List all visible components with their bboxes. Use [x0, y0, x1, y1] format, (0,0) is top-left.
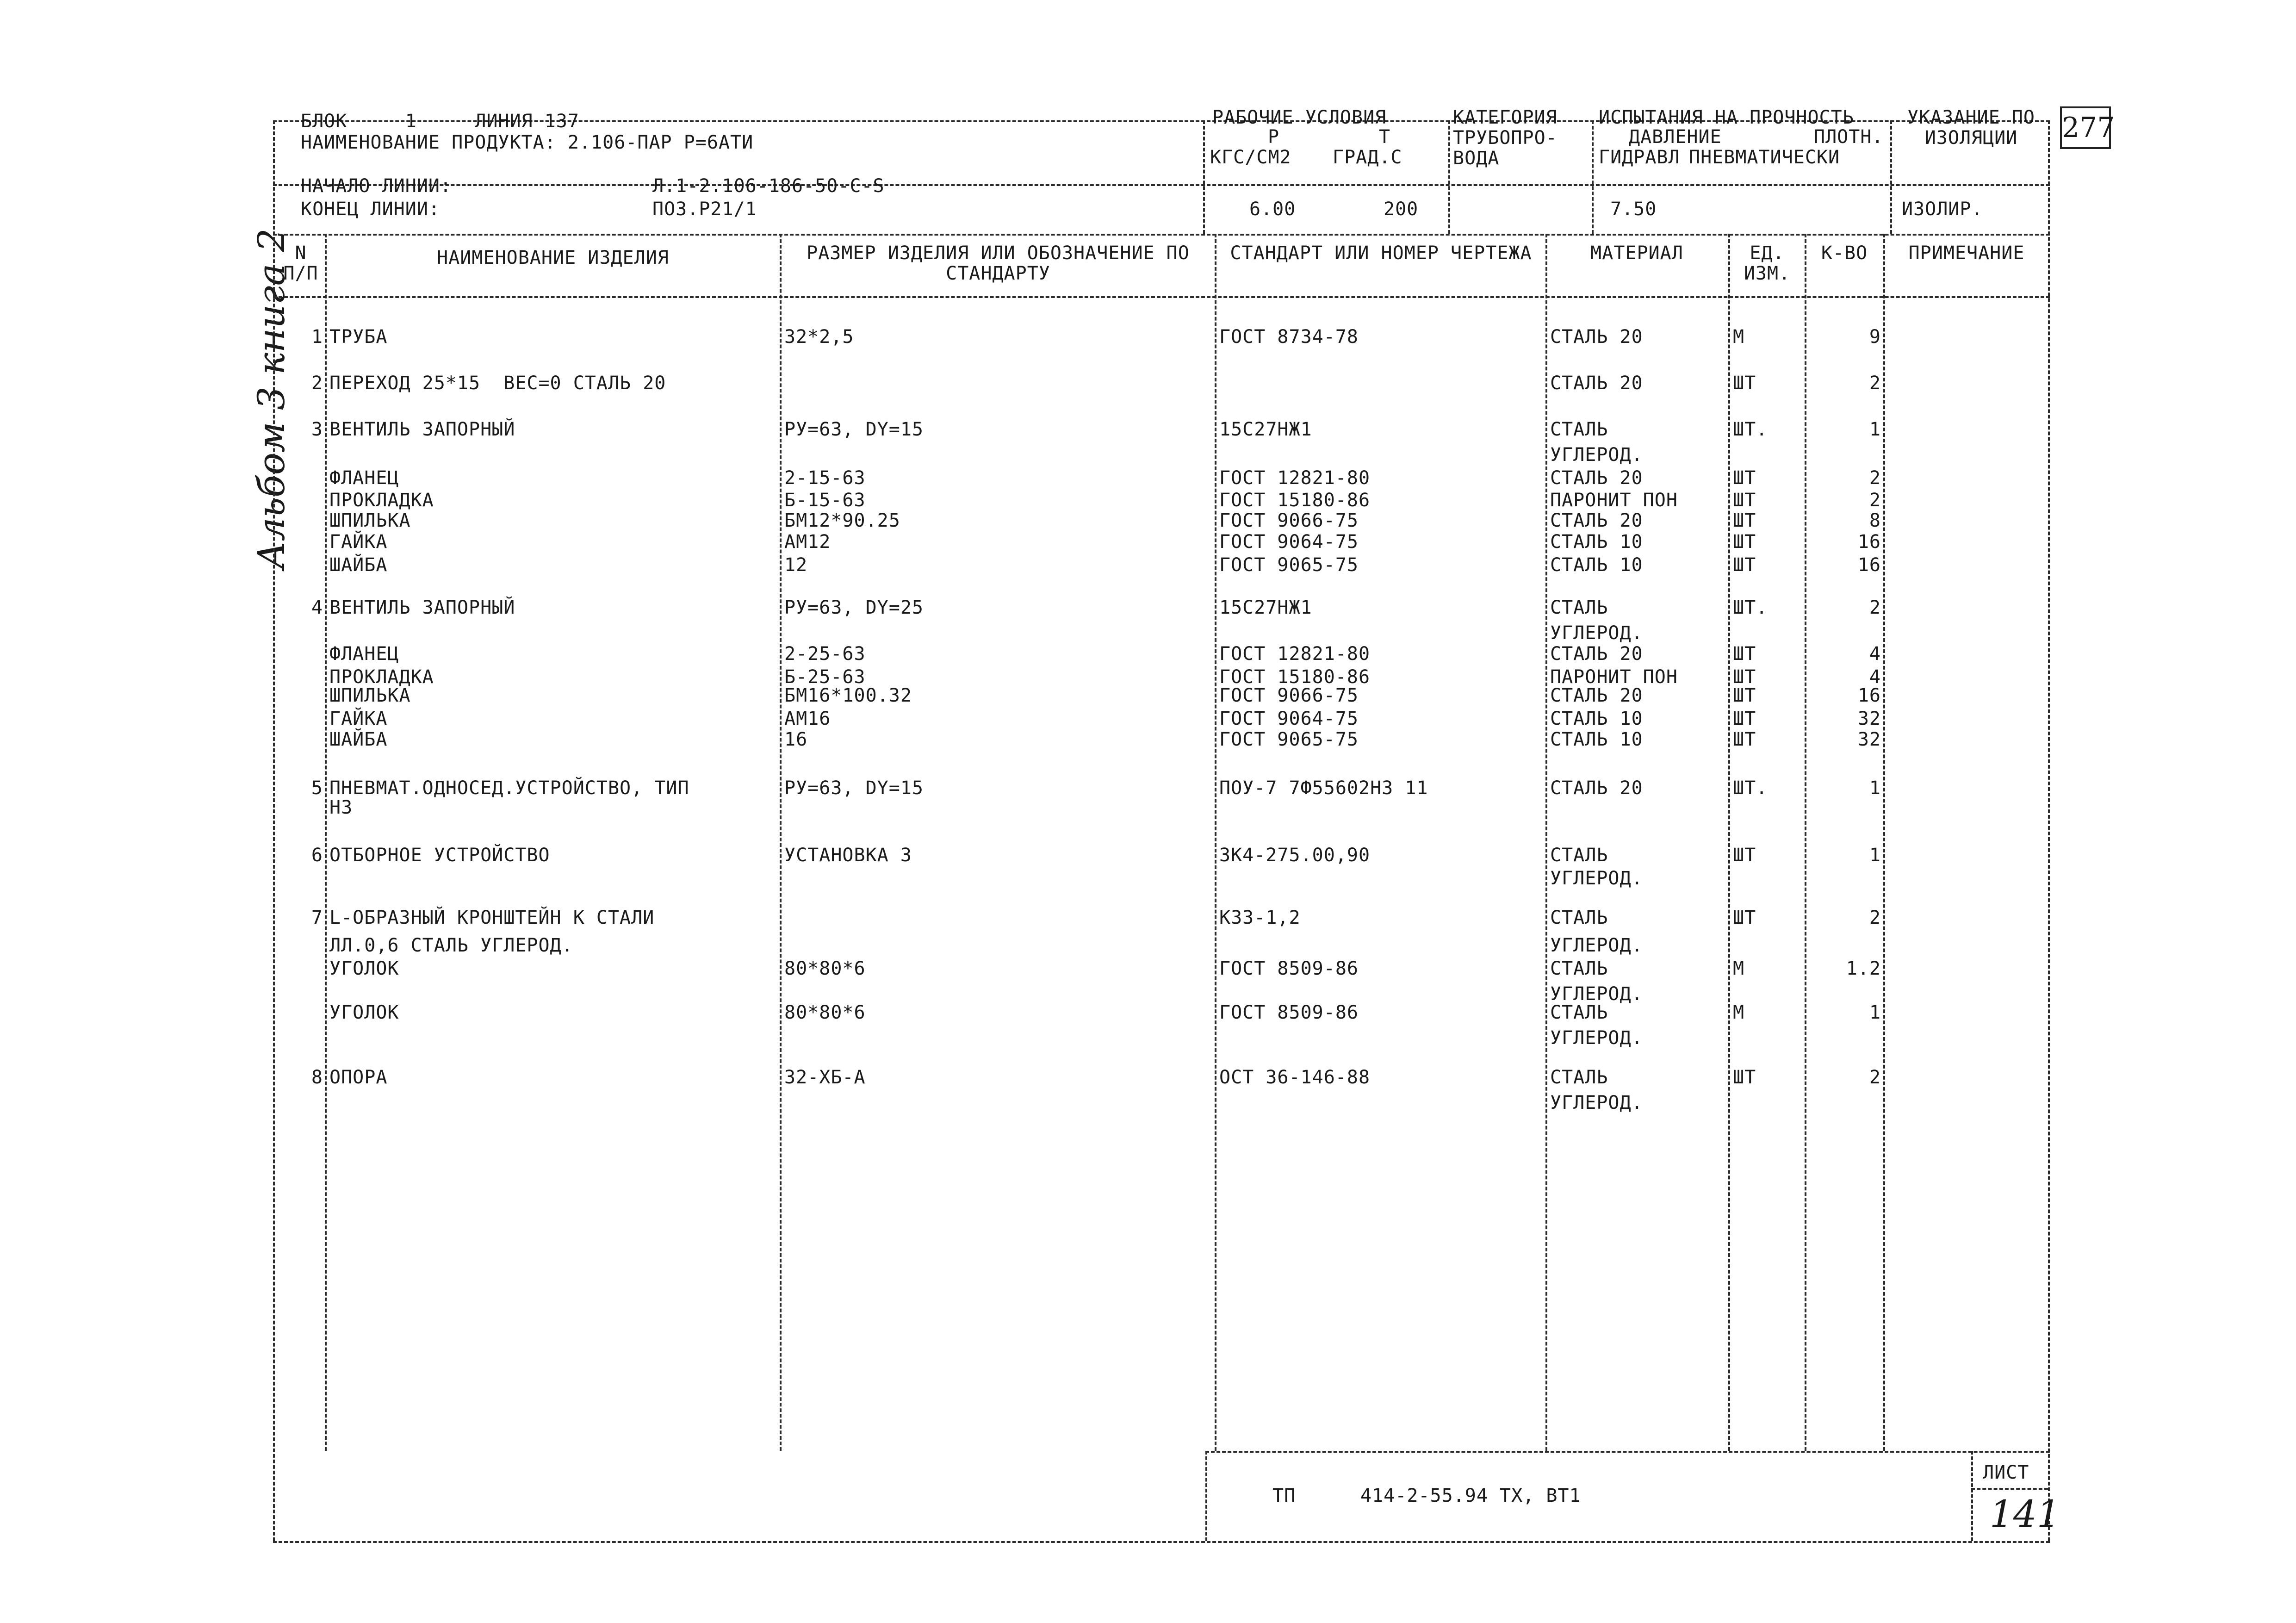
cell-unit: ШТ.	[1733, 597, 1768, 618]
cell-unit: ШТ	[1733, 666, 1756, 688]
cell-standard: ГОСТ 12821-80	[1219, 643, 1371, 665]
cell-material: СТАЛЬ 20	[1550, 777, 1643, 799]
col-divider-qty	[1883, 234, 1885, 1451]
cell-size: РУ=63, DY=25	[784, 597, 924, 618]
cell-qty: 1	[1869, 845, 1881, 866]
cell-material: СТАЛЬ 20	[1550, 467, 1643, 489]
test-pressure-label: ДАВЛЕНИЕ	[1629, 126, 1722, 148]
cell-size: БМ16*100.32	[784, 685, 912, 706]
block-line: БЛОК 1 ЛИНИЯ 137	[301, 111, 579, 132]
cell-size: РУ=63, DY=15	[784, 777, 924, 799]
cell-material: СТАЛЬ	[1550, 845, 1608, 866]
cell-unit: ШТ.	[1733, 777, 1768, 799]
cell-name: УГОЛОК	[329, 958, 399, 979]
cell-standard: ЗК4-275.00,90	[1219, 845, 1371, 866]
cell-material: УГЛЕРОД.	[1550, 444, 1643, 466]
col-header-standard: СТАНДАРТ ИЛИ НОМЕР ЧЕРТЕЖА	[1230, 243, 1532, 264]
cell-qty: 16	[1857, 531, 1881, 553]
frame-right-line	[2048, 120, 2050, 1541]
line-start-label: НАЧАЛО ЛИНИИ:	[301, 175, 452, 197]
cell-name: ФЛАНЕЦ	[329, 643, 399, 665]
pressure-symbol: Р	[1268, 126, 1280, 148]
header-insulation-divider	[1890, 120, 1892, 234]
stamp-top-line	[1205, 1451, 2050, 1453]
cell-material: УГЛЕРОД.	[1550, 983, 1643, 1005]
cell-name: ОТБОРНОЕ УСТРОЙСТВО	[329, 845, 550, 866]
cell-size: 32-ХБ-А	[784, 1067, 866, 1088]
cell-unit: М	[1733, 1002, 1745, 1023]
cell-material: СТАЛЬ	[1550, 958, 1608, 979]
cell-standard: 15С27НЖ1	[1219, 419, 1312, 440]
cell-size: РУ=63, DY=15	[784, 419, 924, 440]
cell-num: 1	[311, 326, 323, 348]
pressure-unit: КГС/СМ2	[1210, 147, 1291, 168]
cell-unit: ШТ	[1733, 490, 1756, 511]
col-header-unit: ЕД. ИЗМ.	[1744, 243, 1791, 284]
col-header-num: N П/П	[283, 243, 318, 284]
cell-size: АМ12	[784, 531, 831, 553]
cell-qty: 1	[1869, 1002, 1881, 1023]
cell-unit: М	[1733, 326, 1745, 348]
cell-material: УГЛЕРОД.	[1550, 622, 1643, 644]
cell-num: 6	[311, 845, 323, 866]
frame-bottom-line	[273, 1541, 2050, 1543]
cell-qty: 4	[1869, 643, 1881, 665]
cell-qty: 1	[1869, 777, 1881, 799]
cell-size: УСТАНОВКА 3	[784, 845, 912, 866]
cell-size: 80*80*6	[784, 1002, 866, 1023]
cell-name: ВЕНТИЛЬ ЗАПОРНЫЙ	[329, 419, 515, 440]
col-divider-num	[325, 234, 327, 1451]
cell-unit: ШТ	[1733, 729, 1756, 750]
cell-size: 32*2,5	[784, 326, 854, 348]
cell-qty: 16	[1857, 685, 1881, 706]
header-category-divider	[1448, 120, 1450, 234]
cell-name: ТРУБА	[329, 326, 388, 348]
cell-qty: 4	[1869, 666, 1881, 688]
hydraulic-pressure-value: 7.50	[1610, 199, 1657, 220]
cell-standard: 15С27НЖ1	[1219, 597, 1312, 618]
cell-qty: 2	[1869, 1067, 1881, 1088]
cell-size: Б-15-63	[784, 490, 866, 511]
stamp-document-code: 414-2-55.94 ТХ, ВТ1	[1360, 1485, 1581, 1506]
cell-size: 12	[784, 554, 808, 576]
cell-standard: ГОСТ 9065-75	[1219, 729, 1359, 750]
line-start-value: Л.1-2.106-186-50-С-S	[652, 175, 885, 197]
hydraulic-label: ГИДРАВЛ	[1599, 147, 1680, 168]
cell-name: L-ОБРАЗНЫЙ КРОНШТЕЙН К СТАЛИ	[329, 907, 655, 928]
cell-size: 80*80*6	[784, 958, 866, 979]
cell-unit: ШТ.	[1733, 419, 1768, 440]
cell-standard: ОСТ 36-146-88	[1219, 1067, 1371, 1088]
cell-name: ФЛАНЕЦ	[329, 467, 399, 489]
cell-standard: ПОУ-7 7Ф55602НЗ 11	[1219, 777, 1428, 799]
cell-material: СТАЛЬ	[1550, 1002, 1608, 1023]
cell-name: ШПИЛЬКА	[329, 685, 411, 706]
cell-qty: 2	[1869, 467, 1881, 489]
cell-qty: 2	[1869, 907, 1881, 928]
cell-qty: 9	[1869, 326, 1881, 348]
cell-standard: ГОСТ 9066-75	[1219, 685, 1359, 706]
cell-name: ШПИЛЬКА	[329, 510, 411, 531]
cell-standard: ГОСТ 9066-75	[1219, 510, 1359, 531]
cell-qty: 2	[1869, 373, 1881, 394]
strength-test-title: ИСПЫТАНИЯ НА ПРОЧНОСТЬ	[1599, 107, 1854, 128]
conditions-title: РАБОЧИЕ УСЛОВИЯ	[1212, 107, 1387, 128]
cell-material: СТАЛЬ	[1550, 597, 1608, 618]
cell-size: 2-15-63	[784, 467, 866, 489]
cell-material: СТАЛЬ 10	[1550, 554, 1643, 576]
cell-standard: ГОСТ 8509-86	[1219, 958, 1359, 979]
cell-unit: ШТ	[1733, 708, 1756, 729]
cell-unit: М	[1733, 958, 1745, 979]
cell-qty: 8	[1869, 510, 1881, 531]
cell-material: ПАРОНИТ ПОН	[1550, 490, 1678, 511]
cell-num: 2	[311, 373, 323, 394]
cell-name: УГОЛОК	[329, 1002, 399, 1023]
cell-unit: ШТ	[1733, 554, 1756, 576]
cell-name: ШАЙБА	[329, 729, 388, 750]
cell-num: 3	[311, 419, 323, 440]
cell-name: ПЕРЕХОД 25*15 ВЕС=0 СТАЛЬ 20	[329, 373, 666, 394]
cell-standard: ГОСТ 15180-86	[1219, 490, 1371, 511]
cell-qty: 32	[1857, 708, 1881, 729]
cell-unit: ШТ	[1733, 373, 1756, 394]
density-label: ПЛОТН.	[1814, 126, 1884, 148]
frame-left-line	[273, 120, 275, 1541]
stamp-sheet-label: ЛИСТ	[1983, 1462, 2029, 1483]
cell-name: ЛЛ.0,6 СТАЛЬ УГЛЕРОД.	[329, 935, 573, 956]
side-handwritten-note: Альбом 3 книга 2	[250, 228, 293, 569]
line-end-label: КОНЕЦ ЛИНИИ:	[301, 199, 440, 220]
cell-name: ГАЙКА	[329, 708, 388, 729]
cell-name: ПРОКЛАДКА	[329, 490, 434, 511]
cell-num: 7	[311, 907, 323, 928]
cell-qty: 16	[1857, 554, 1881, 576]
columns-bottom-line	[273, 296, 2050, 298]
cell-num: 5	[311, 777, 323, 799]
stamp-prefix: ТП	[1272, 1485, 1296, 1506]
cell-qty: 32	[1857, 729, 1881, 750]
cell-material: СТАЛЬ	[1550, 419, 1608, 440]
cell-standard: К33-1,2	[1219, 907, 1301, 928]
header-test-divider	[1592, 120, 1594, 234]
cell-name: ОПОРА	[329, 1067, 388, 1088]
line-end-value: ПОЗ.Р21/1	[652, 199, 757, 220]
cell-material: СТАЛЬ 20	[1550, 643, 1643, 665]
header-bottom-line	[273, 234, 2050, 236]
col-header-material: МАТЕРИАЛ	[1590, 243, 1683, 264]
cell-qty: 2	[1869, 597, 1881, 618]
col-header-note: ПРИМЕЧАНИЕ	[1908, 243, 2025, 264]
cell-name: ШАЙБА	[329, 554, 388, 576]
product-name: НАИМЕНОВАНИЕ ПРОДУКТА: 2.106-ПАР Р=6АТИ	[301, 132, 754, 153]
cell-unit: ШТ	[1733, 467, 1756, 489]
cell-standard: ГОСТ 9064-75	[1219, 708, 1359, 729]
cell-unit: ШТ	[1733, 531, 1756, 553]
sheet-number-box: 277	[2060, 106, 2111, 149]
pneumatic-label: ПНЕВМАТИЧЕСКИ	[1689, 147, 1840, 168]
cell-material: СТАЛЬ 20	[1550, 373, 1643, 394]
cell-standard: ГОСТ 9065-75	[1219, 554, 1359, 576]
cell-material: СТАЛЬ 10	[1550, 729, 1643, 750]
cell-material: УГЛЕРОД.	[1550, 1092, 1643, 1113]
cell-name: ВЕНТИЛЬ ЗАПОРНЫЙ	[329, 597, 515, 618]
cell-unit: ШТ	[1733, 510, 1756, 531]
cell-size: 16	[784, 729, 808, 750]
header-conditions-divider	[1203, 120, 1205, 234]
cell-size: Б-25-63	[784, 666, 866, 688]
stamp-sheet-line	[1971, 1488, 2048, 1490]
cell-qty: 1	[1869, 419, 1881, 440]
cell-name: ПНЕВМАТ.ОДНОСЕД.УСТРОЙСТВО, ТИП	[329, 777, 689, 799]
insulation-title: УКАЗАНИЕ ПО ИЗОЛЯЦИИ	[1907, 107, 2035, 149]
insulation-value: ИЗОЛИР.	[1902, 199, 1983, 220]
col-divider-size	[1215, 234, 1216, 1451]
temperature-value: 200	[1384, 199, 1419, 220]
cell-name: ПРОКЛАДКА	[329, 666, 434, 688]
col-divider-name	[780, 234, 782, 1451]
cell-material: СТАЛЬ 20	[1550, 685, 1643, 706]
cell-material: СТАЛЬ 20	[1550, 510, 1643, 531]
cell-num: 8	[311, 1067, 323, 1088]
temperature-unit: ГРАД.С	[1333, 147, 1402, 168]
pressure-value: 6.00	[1249, 199, 1296, 220]
cell-standard: ГОСТ 8509-86	[1219, 1002, 1359, 1023]
cell-material: СТАЛЬ 10	[1550, 708, 1643, 729]
col-header-qty: К-ВО	[1821, 243, 1868, 264]
cell-standard: ГОСТ 8734-78	[1219, 326, 1359, 348]
cell-material: УГЛЕРОД.	[1550, 935, 1643, 956]
cell-unit: ШТ	[1733, 1067, 1756, 1088]
cell-name: ГАЙКА	[329, 531, 388, 553]
cell-unit: ШТ	[1733, 845, 1756, 866]
cell-standard: ГОСТ 12821-80	[1219, 467, 1371, 489]
cell-qty: 2	[1869, 490, 1881, 511]
cell-material: СТАЛЬ	[1550, 907, 1608, 928]
stamp-sheet-number: 141	[1990, 1492, 2060, 1536]
col-divider-standard	[1545, 234, 1547, 1451]
cell-material: УГЛЕРОД.	[1550, 868, 1643, 889]
stamp-sheet-divider	[1971, 1451, 1973, 1541]
cell-material: СТАЛЬ 10	[1550, 531, 1643, 553]
cell-material: ПАРОНИТ ПОН	[1550, 666, 1678, 688]
cell-material: УГЛЕРОД.	[1550, 1027, 1643, 1049]
cell-size: АМ16	[784, 708, 831, 729]
cell-num: 4	[311, 597, 323, 618]
col-header-name: НАИМЕНОВАНИЕ ИЗДЕЛИЯ	[437, 247, 669, 268]
cell-size: 2-25-63	[784, 643, 866, 665]
col-divider-unit	[1805, 234, 1806, 1451]
pipeline-category-title: КАТЕГОРИЯ ТРУБОПРО- ВОДА	[1453, 107, 1558, 169]
cell-standard: ГОСТ 15180-86	[1219, 666, 1371, 688]
cell-size: БМ12*90.25	[784, 510, 900, 531]
cell-unit: ШТ	[1733, 643, 1756, 665]
cell-qty: 1.2	[1846, 958, 1881, 979]
cell-unit: ШТ	[1733, 907, 1756, 928]
stamp-left-line	[1205, 1451, 1207, 1541]
cell-standard: ГОСТ 9064-75	[1219, 531, 1359, 553]
cell-material: СТАЛЬ	[1550, 1067, 1608, 1088]
temperature-symbol: Т	[1379, 126, 1391, 148]
cell-unit: ШТ	[1733, 685, 1756, 706]
cell-name: НЗ	[329, 797, 353, 818]
cell-material: СТАЛЬ 20	[1550, 326, 1643, 348]
header-divider-line	[273, 184, 2050, 186]
col-divider-material	[1728, 234, 1730, 1451]
col-header-size: РАЗМЕР ИЗДЕЛИЯ ИЛИ ОБОЗНАЧЕНИЕ ПО СТАНДАРТУ	[807, 243, 1190, 284]
